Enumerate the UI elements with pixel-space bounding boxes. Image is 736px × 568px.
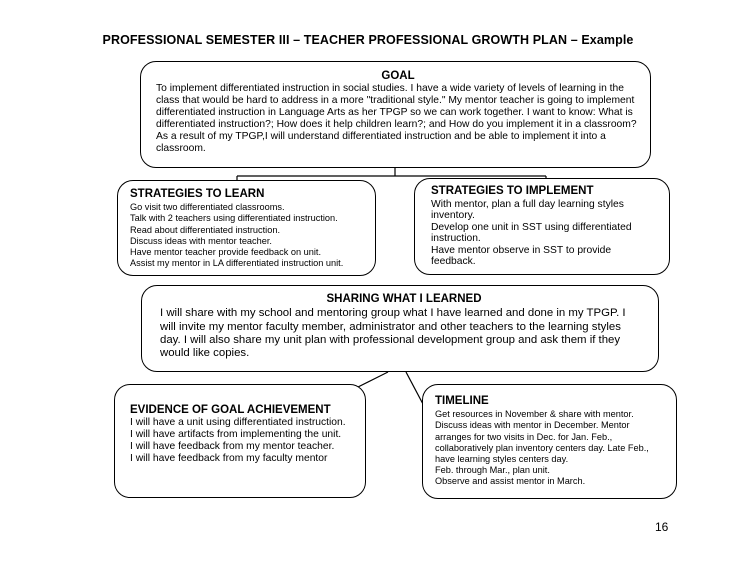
goal-line: differentiated instruction?; How does it help children learn?; and How do you implement it in a classroom? [156,119,637,130]
timeline-item: have learning styles centers day. [435,454,569,465]
goal-line: classroom. [156,143,206,154]
implement-item: With mentor, plan a full day learning styles [431,198,624,210]
timeline-item: Discuss ideas with mentor in December. Mentor [435,420,630,431]
timeline-heading: TIMELINE [435,395,489,407]
evidence-item: I will have artifacts from implementing the unit. [130,429,342,440]
goal-heading: GOAL [381,70,415,82]
strategies-to-implement-heading: STRATEGIES TO IMPLEMENT [431,185,594,197]
evidence-item: I will have feedback from my mentor teacher. [130,441,335,452]
implement-item: feedback. [431,256,476,267]
goal-line: As a result of my TPGP,I will understand differentiated instruction and be able to implement it into a [156,131,606,142]
sharing-line: will invite my mentor faculty member, administrator and other teachers to the learning styles [160,320,621,333]
timeline-item: Observe and assist mentor in March. [435,476,586,487]
sharing-heading: SHARING WHAT I LEARNED [326,293,482,305]
strategy-item: Talk with 2 teachers using differentiated instruction. [130,213,338,224]
sharing-line: I will share with my school and mentoring group what I have learned and done in my TPGP. I [160,307,626,320]
timeline-item: Get resources in November & share with mentor. [435,409,634,420]
sharing-what-i-learned-box [141,285,659,372]
timeline-body [435,409,668,488]
implement-item: instruction. [431,233,481,244]
page-number: 16 [655,520,669,534]
evidence-of-goal-achievement-box [114,384,366,498]
sharing-line: would like copies. [160,347,250,360]
strategy-item: Assist my mentor in LA differentiated instruction unit. [130,258,344,269]
implement-item: Develop one unit in SST using differentiated [431,221,632,233]
goal-line: differentiated instruction in Language Arts as her TPGP so we can work together. I want to know: What is [156,107,633,118]
evidence-item: I will have a unit using differentiated instruction. [130,417,346,428]
strategy-item: Go visit two differentiated classrooms. [130,202,285,213]
goal-line: To implement differentiated instruction in social studies. I have a wide variety of levels of learning in the [156,83,624,94]
strategies-to-implement-box [414,178,670,275]
evidence-heading: EVIDENCE OF GOAL ACHIEVEMENT [130,404,331,416]
strategy-item: Read about differentiated instruction. [130,224,280,235]
timeline-box [422,384,677,499]
strategy-item: Have mentor teacher provide feedback on unit. [130,247,322,258]
page-title: PROFESSIONAL SEMESTER III – TEACHER PROFESSIONAL GROWTH PLAN – Example [102,33,634,47]
timeline-item: collaboratively plan inventory centers day. Late Feb., [435,442,649,453]
goal-box [140,61,651,168]
timeline-item: arranges for two visits in Dec. for Jan. Feb., [435,431,613,442]
implement-item: Have mentor observe in SST to provide [431,244,612,256]
evidence-item: I will have feedback from my faculty mentor [130,453,328,464]
timeline-item: Feb. through Mar., plan unit. [435,465,550,476]
strategies-to-learn-heading: STRATEGIES TO LEARN [130,188,265,200]
goal-line: class that would be hard to address in a more "traditional style." My mentor teacher is going to implement [156,95,635,106]
strategies-to-learn-box [117,180,376,276]
strategy-item: Discuss ideas with mentor teacher. [130,235,272,246]
sharing-line: day. I will also share my unit plan with professional development group and ask them if they [160,333,621,346]
implement-item: inventory. [431,210,475,221]
